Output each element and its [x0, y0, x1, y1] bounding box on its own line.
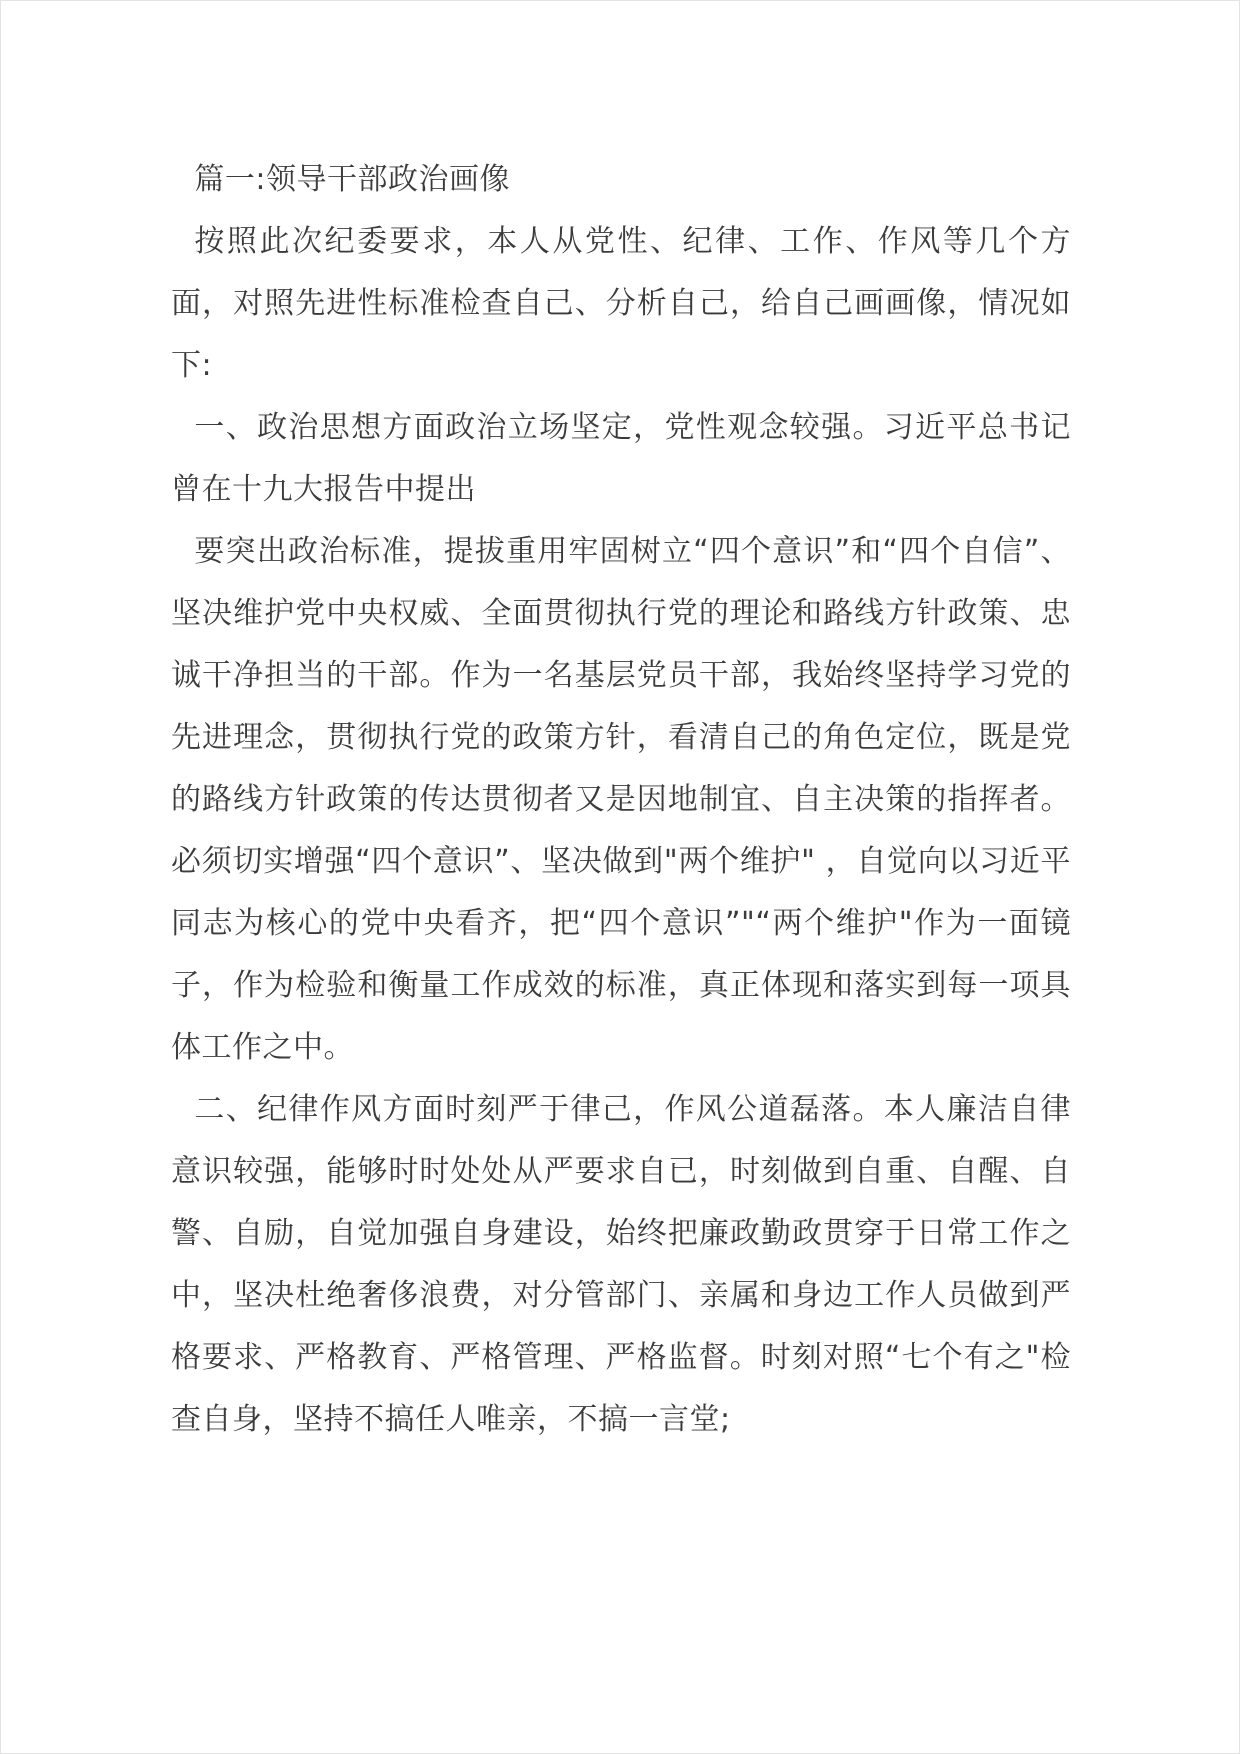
document-body [171, 149, 1071, 1451]
paragraph-section-1-heading: 一、政治思想方面政治立场坚定，党性观念较强。习近平总书记曾在十九大报告中提出 [171, 410, 1071, 507]
paragraph-title: 篇一:领导干部政治画像 [194, 162, 510, 197]
paragraph-section-2: 二、纪律作风方面时刻严于律己，作风公道磊落。本人廉洁自律意识较强，能够时时处处从严要求自已，时刻做到自重、自醒、自警、自励，自觉加强自身建设，始终把廉政勤政贯穿于日常工作之中，坚决杜绝奢侈浪费，对分管部门、亲属和身边工作人员做到严格要求、严格教育、严格管理、严格监督。时刻对照“七个有之"检查自身，坚持不搞任人唯亲，不搞一言堂; [171, 1092, 1071, 1437]
paragraph-intro: 按照此次纪委要求，本人从党性、纪律、工作、作风等几个方面，对照先进性标准检查自己、分析自己，给自己画画像，情况如下: [171, 224, 1071, 383]
paragraph-section-1-body: 要突出政治标准，提拔重用牢固树立“四个意识”和“四个自信”、坚决维护党中央权威、全面贯彻执行党的理论和路线方针政策、忠诚干净担当的干部。作为一名基层党员干部，我始终坚持学习党的先进理念，贯彻执行党的政策方针，看清自己的角色定位，既是党的路线方针政策的传达贯彻者又是因地制宜、自主决策的指挥者。必须切实增强“四个意识”、坚决做到"两个维护" ，自觉向以习近平同志为核心的党中央看齐，把“四个意识”"“两个维护"作为一面镜子，作为检验和衡量工作成效的标准，真正体现和落实到每一项具体工作之中。 [171, 534, 1071, 1065]
